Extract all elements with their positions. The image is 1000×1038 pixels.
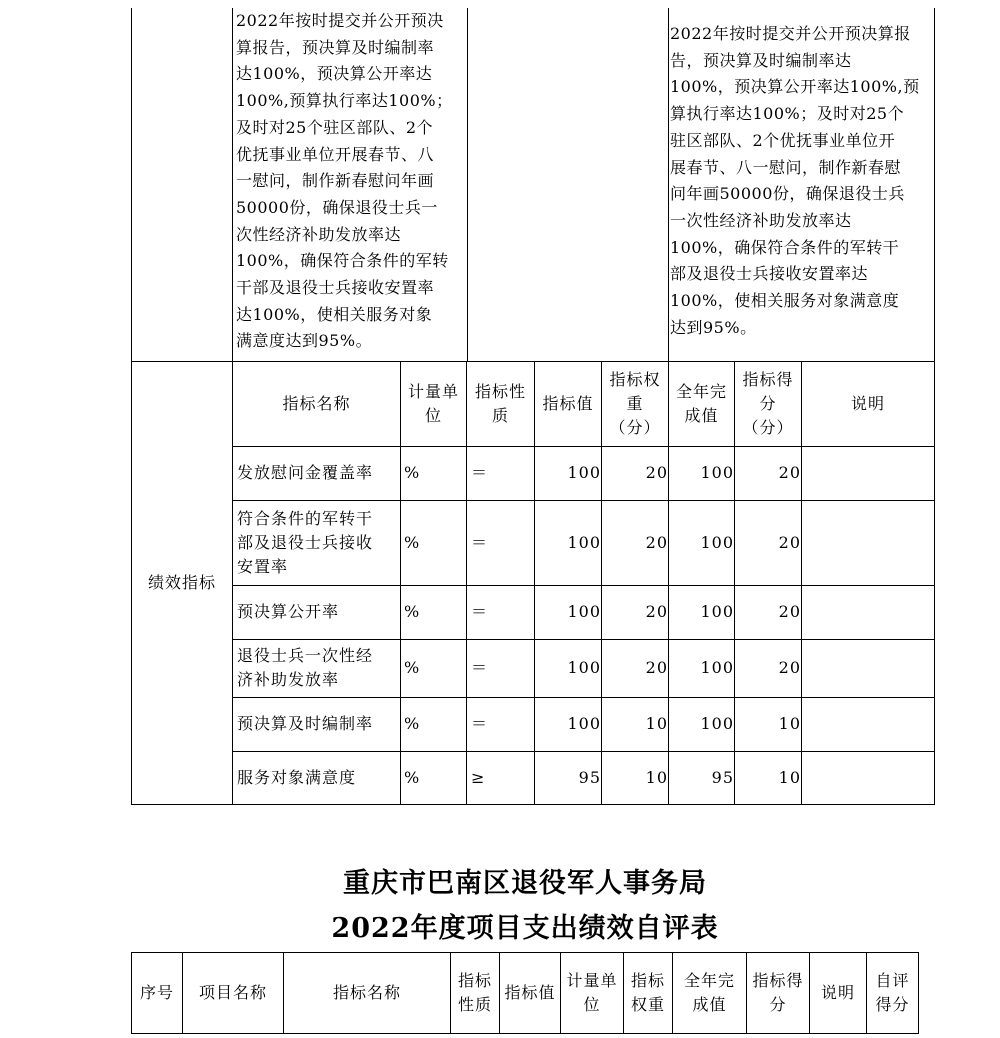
indicator-completed: 100	[700, 658, 734, 677]
indicator-value: 100	[567, 463, 601, 482]
indicator-unit: %	[404, 463, 421, 482]
indicator-completed: 95	[711, 767, 734, 787]
indicator-value: 100	[567, 532, 601, 552]
indicator-unit: %	[404, 767, 421, 787]
indicator-unit: %	[404, 532, 421, 552]
indicator-name: 服务对象满意度	[237, 767, 357, 787]
indicator-nature: ＝	[471, 658, 489, 677]
indicator-nature: ＝	[471, 463, 489, 482]
indicator-unit: %	[404, 714, 421, 733]
header-score: 指标得 分	[752, 971, 804, 1014]
header-value: 指标值	[542, 393, 594, 413]
indicator-name: 发放慰问金覆盖率	[237, 463, 374, 482]
header-nature: 指标性 质	[474, 381, 526, 425]
indicator-value: 95	[578, 767, 601, 787]
indicator-score: 20	[778, 463, 801, 482]
indicator-completed: 100	[700, 714, 734, 733]
indicator-nature: ＝	[471, 532, 489, 552]
indicator-weight: 20	[645, 463, 668, 482]
indicator-unit: %	[404, 658, 421, 677]
header-nature: 指标 性质	[457, 971, 492, 1014]
indicator-unit: %	[404, 602, 421, 621]
indicator-name: 预决算及时编制率	[237, 714, 374, 733]
header-weight: 指标权 重 （分）	[609, 369, 661, 437]
indicator-completed: 100	[700, 532, 734, 552]
performance-section-label: 绩效指标	[147, 572, 216, 592]
indicator-note	[802, 639, 934, 697]
indicator-value: 100	[567, 602, 601, 621]
indicator-value: 100	[567, 714, 601, 733]
indicator-nature: ≥	[471, 767, 486, 787]
indicator-name: 符合条件的军转干 部及退役士兵接收 安置率	[237, 508, 374, 576]
indicator-name: 预决算公开率	[237, 602, 340, 621]
indicator-note	[802, 585, 934, 639]
indicator-weight: 10	[645, 767, 668, 787]
target-plan-text: 2022年按时提交并公开预决 算报告，预决算及时编制率 达100%，预决算公开率达 100%,预算执行率达100%； 及时对25个驻区部队、2个 优抚事业单位开展春节、八 一慰问，制作新春慰问年画 50000份，确保退役士兵一 次性经济补助发放率达 100%，确保符合条件的军转 干部及退役士兵接收安置率 达100%，使相关服务对象 满意度达到95%。	[236, 11, 453, 351]
indicator-note	[802, 500, 934, 585]
header-self-score: 自评 得分	[875, 971, 910, 1014]
indicator-weight: 20	[645, 602, 668, 621]
header-value: 指标值	[504, 983, 556, 1002]
header-indicator-name: 指标名称	[332, 983, 401, 1002]
indicator-note	[802, 751, 934, 804]
header-completed: 全年完 成值	[683, 971, 735, 1014]
indicator-completed: 100	[700, 463, 734, 482]
header-score: 指标得 分 （分）	[742, 369, 794, 437]
indicator-score: 20	[778, 532, 801, 552]
indicator-weight: 10	[645, 714, 668, 733]
header-unit: 计量单 位	[566, 971, 618, 1014]
header-note: 说明	[820, 983, 855, 1002]
header-unit: 计量单 位	[407, 381, 459, 425]
header-indicator-name: 指标名称	[282, 393, 351, 413]
indicator-score: 20	[778, 602, 801, 621]
indicator-value: 100	[567, 658, 601, 677]
indicator-nature: ＝	[471, 714, 489, 733]
header-weight: 指标 权重	[630, 971, 665, 1014]
header-project-name: 项目名称	[198, 983, 267, 1002]
indicator-nature: ＝	[471, 602, 489, 621]
indicator-score: 20	[778, 658, 801, 677]
header-seq: 序号	[139, 983, 174, 1002]
indicator-weight: 20	[645, 658, 668, 677]
indicator-name: 退役士兵一次性经 济补助发放率	[237, 646, 374, 689]
indicator-note	[802, 697, 934, 751]
indicator-completed: 100	[700, 602, 734, 621]
indicator-weight: 20	[645, 532, 668, 552]
header-completed: 全年完 成值	[675, 381, 727, 425]
header-note: 说明	[850, 393, 885, 413]
page-title: 重庆市巴南区退役军人事务局	[343, 868, 707, 899]
indicator-score: 10	[778, 714, 801, 733]
page-subtitle: 2022年度项目支出绩效自评表	[331, 913, 719, 944]
indicator-score: 10	[778, 767, 801, 787]
target-actual-text: 2022年按时提交并公开预决算报 告，预决算及时编制率达 100%，预决算公开率达100%,预 算执行率达100%；及时对25个 驻区部队、2个优抚事业单位开 展春节、八一慰问，制作新春慰 问年画50000份，确保退役士兵 一次性经济补助发放率达 100%，确保符合条件的军转干 部及退役士兵接收安置率达 100%，使相关服务对象满意度 达到95%。	[670, 24, 920, 337]
indicator-note	[802, 446, 934, 500]
